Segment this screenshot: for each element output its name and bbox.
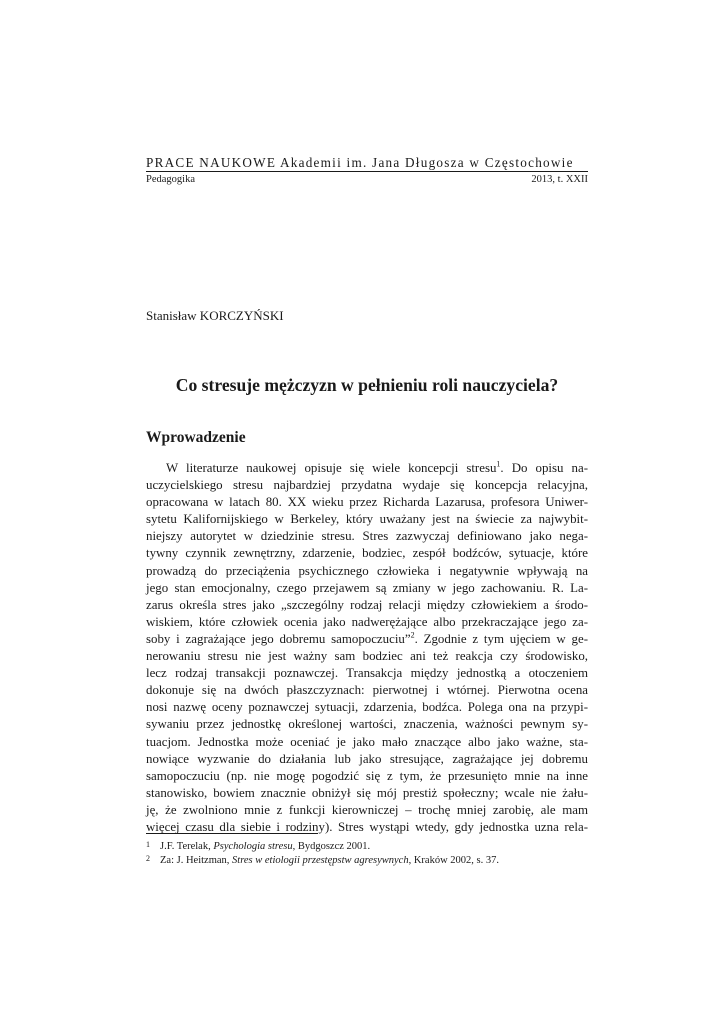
- text-line-content: nowiące wyzwanie do działania lub jako stresujące, zagrażające jej dobremu: [146, 751, 588, 766]
- text-line: [146, 580, 588, 597]
- text-line: [146, 528, 588, 545]
- header-subline: [146, 173, 588, 186]
- text-line-content: nosi nazwę oceny poznawczej sytuacji, zdarzenia, bodźca. Polega ona na przypi-: [146, 700, 588, 715]
- text-line: [146, 477, 588, 494]
- header-rule: [146, 171, 588, 172]
- text-line-content: sytetu Kalifornijskiego w Berkeley, który uważany jest na świecie za najwybit-: [146, 512, 588, 527]
- text-line-content: dokonuje się na dwóch płaszczyznach: pierwotnej i wtórnej. Pierwotna ocena: [146, 683, 588, 698]
- footnote-1: [146, 840, 588, 854]
- footnote-ref: 1: [496, 459, 501, 469]
- text-line: [146, 734, 588, 751]
- footnote-ref: 2: [410, 630, 415, 640]
- text-line-content: lecz rodzaj transakcji poznawczej. Transakcja między jednostką a otoczeniem: [146, 666, 588, 681]
- running-head: [146, 155, 588, 186]
- text-line-content: stanowisko, bowiem znacznie obniżył się mój prestiż społeczny; wcale nie żału-: [146, 785, 588, 800]
- text-line: [146, 614, 588, 631]
- text-line-content: opracowana w latach 80. XX wieku przez Richarda Lazarusa, profesora Uniwer-: [146, 495, 588, 510]
- text-line-content: uczycielskiego stresu najbardziej przydatna wydaje się koncepcja relacyjna,: [146, 478, 588, 493]
- text-line-content: tywny czynnik zewnętrzny, zdarzenie, bodziec, zespół bodźców, sytuacje, które: [146, 546, 588, 561]
- text-line-content: ję, że zwolniono mnie z funkcji kierowniczej – trochę mniej zarobię, ale mam: [146, 802, 588, 817]
- text-line: [146, 802, 588, 819]
- text-line-content: soby i zagrażające jego dobremu samopoczuciu”: [146, 631, 411, 646]
- text-line-continuation: . Do opisu na-: [500, 461, 588, 475]
- text-line: [146, 494, 588, 511]
- body-paragraph: [146, 460, 588, 836]
- footnotes: [146, 840, 588, 867]
- text-line: [146, 785, 588, 802]
- article-title: Co stresuje mężczyzn w pełnieniu roli nauczyciela?: [175, 375, 559, 395]
- text-line: [146, 751, 588, 768]
- text-line-content: W literaturze naukowej opisuje się wiele koncepcji stresu: [166, 461, 497, 475]
- text-line-content: więcej czasu dla siebie i rodziny). Stres wystąpi wtedy, gdy jednostka uzna rela-: [146, 819, 588, 834]
- text-line-content: samopoczuciu (np. nie mogę pogodzić się z tym, że przesunięto mnie na inne: [146, 768, 588, 783]
- text-line-content: niejszy autorytet w dziedzinie stresu. Stres zazwyczaj definiowano jako nega-: [146, 529, 588, 544]
- series-name: Pedagogika: [146, 174, 195, 185]
- text-line: [146, 699, 588, 716]
- volume-info: 2013, t. XXII: [531, 174, 588, 185]
- text-line: [146, 460, 588, 477]
- footnote-work-title: Stres w etiologii przestępstw agresywnych: [232, 854, 409, 866]
- text-line: [146, 768, 588, 785]
- text-line-content: nerowaniu stresu nie jest ważny sam bodziec ani też reakcja czy środowisko,: [146, 649, 588, 664]
- text-line-content: zarus określa stres jako „szczególny rodzaj relacji między człowiekiem a środo-: [146, 597, 588, 612]
- footnote-text: [160, 854, 499, 868]
- journal-title: PRACE NAUKOWE Akademii im. Jana Długosza w Częstochowie: [146, 155, 574, 170]
- text-line-content: jego stan emocjonalny, czego przejawem są zmiany w jego zachowaniu. R. La-: [146, 580, 588, 595]
- text-line: [146, 563, 588, 580]
- text-line-content: sywaniu przez jednostkę określonej wartości, znaczenia, ważności pewnym sy-: [146, 717, 588, 732]
- text-line: [146, 682, 588, 699]
- footnote-text: [160, 840, 370, 854]
- text-line-content: wiskiem, które człowiek ocenia jako nadwerężające albo przekraczające jego za-: [146, 614, 588, 629]
- section-heading: Wprowadzenie: [146, 429, 246, 446]
- footnote-number: 1: [146, 840, 150, 849]
- footnote-author: Za: J. Heitzman,: [160, 854, 233, 866]
- text-line: [146, 511, 588, 528]
- text-line-content: prowadzą do przeciążenia psychicznego człowieka i negatywnie wpływają na: [146, 563, 588, 578]
- author-name: Stanisław KORCZYŃSKI: [146, 308, 284, 323]
- footnote-2: [146, 854, 588, 868]
- text-line: [146, 545, 588, 562]
- text-line-content: tuacjom. Jednostka może oceniać je jako mało znaczące albo jako ważne, sta-: [146, 734, 588, 749]
- text-line: [146, 597, 588, 614]
- footnote-publication: , Kraków 2002, s. 37.: [408, 854, 499, 866]
- text-line: [146, 631, 588, 648]
- footnote-work-title: Psychologia stresu: [213, 841, 293, 852]
- text-line: [146, 716, 588, 733]
- footnote-number: 2: [146, 853, 150, 863]
- text-line: [146, 665, 588, 682]
- text-line: [146, 648, 588, 665]
- footnote-author: J.F. Terelak,: [160, 841, 214, 852]
- text-line-continuation: . Zgodnie z tym ujęciem w ge-: [414, 631, 588, 646]
- footnote-rule: [146, 833, 318, 834]
- footnote-publication: , Bydgoszcz 2001.: [292, 841, 371, 852]
